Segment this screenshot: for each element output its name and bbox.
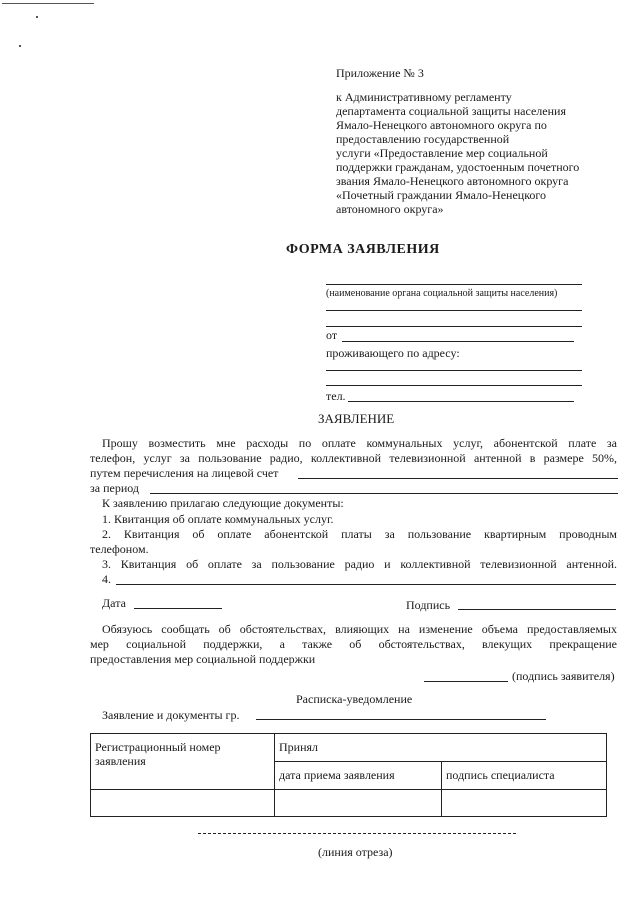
address-line-1[interactable] <box>326 370 582 371</box>
form-title: ФОРМА ЗАЯВЛЕНИЯ <box>286 242 440 257</box>
body-line-4: за период <box>90 481 139 495</box>
scan-artifact <box>2 0 94 4</box>
doc-item-4: 4. <box>102 572 111 586</box>
period-line[interactable] <box>150 493 618 494</box>
appendix-line: предоставлению государственной <box>336 132 510 146</box>
appendix-line: услуги «Предоставление мер социальной <box>336 146 548 160</box>
address-label: проживающего по адресу: <box>326 346 460 360</box>
doc-item-4-line[interactable] <box>116 584 616 585</box>
cell-specialist-signature-value[interactable] <box>441 789 607 817</box>
org-name-line-3[interactable] <box>326 326 582 327</box>
applicant-signature-line[interactable] <box>424 681 508 682</box>
appendix-line: к Административному регламенту <box>336 90 512 104</box>
date-received-label: дата приема заявления <box>279 768 395 782</box>
scan-artifact-dot <box>36 16 38 18</box>
specialist-signature-label: подпись специалиста <box>446 768 555 782</box>
applicant-signature-caption: (подпись заявителя) <box>512 669 615 683</box>
receipt-table <box>90 733 607 817</box>
address-line-2[interactable] <box>326 385 582 386</box>
appendix-line: департамента социальной защиты населения <box>336 104 566 118</box>
signature-line[interactable] <box>458 609 616 610</box>
from-line[interactable] <box>342 341 574 342</box>
body-line-1: Прошу возместить мне расходы по оплате коммунальных услуг, абонентской плате за <box>102 436 617 450</box>
date-line[interactable] <box>134 608 222 609</box>
doc-item-3: 3. Квитанция об оплате за пользование радио и коллективной телевизионной антенной. <box>102 557 617 571</box>
accepted-label: Принял <box>279 740 319 754</box>
obligation-line-3: предоставления мер социальной поддержки <box>90 652 316 666</box>
scan-artifact-dot <box>19 45 21 47</box>
appendix-line: автономного округа» <box>336 202 444 216</box>
phone-label: тел. <box>326 389 346 403</box>
receipt-name-line[interactable] <box>256 719 546 720</box>
doc-item-2: 2. Квитанция об оплате абонентской платы за пользование квартирным проводным <box>102 527 617 541</box>
cell-specialist-signature <box>441 761 607 790</box>
cell-date-received-value[interactable] <box>274 789 442 817</box>
reg-number-label: Регистрационный номер заявления <box>95 740 221 768</box>
cut-line <box>198 833 516 834</box>
doc-item-2-cont: телефоном. <box>90 542 149 556</box>
cell-date-received <box>274 761 442 790</box>
org-caption: (наименование органа социальной защиты населения) <box>326 288 558 299</box>
phone-line[interactable] <box>348 401 574 402</box>
obligation-line-2: мер социальной поддержки, а также об обстоятельствах, влекущих прекращение <box>90 637 617 651</box>
appendix-text <box>336 90 579 216</box>
body-line-2: телефон, услуг за пользование радио, коллективной телевизионной антенной в размере 50%, <box>90 451 617 465</box>
appendix-title: Приложение № 3 <box>336 66 424 80</box>
statement-title: ЗАЯВЛЕНИЕ <box>318 411 395 426</box>
cell-accepted <box>274 733 607 762</box>
body-line-3: путем перечисления на лицевой счет <box>90 466 279 480</box>
receipt-docs-from: Заявление и документы гр. <box>102 708 240 722</box>
org-name-line[interactable] <box>326 284 582 285</box>
appendix-line: звания Ямало-Ненецкого автономного округа <box>336 174 569 188</box>
appendix-line: поддержки гражданам, удостоенным почетного <box>336 160 580 174</box>
cell-reg-number-value[interactable] <box>90 789 275 817</box>
appendix-line: Ямало-Ненецкого автономного округа по <box>336 118 547 132</box>
from-label: от <box>326 328 338 342</box>
cut-line-caption: (линия отреза) <box>318 845 393 859</box>
date-label: Дата <box>102 596 126 610</box>
cell-reg-number <box>90 733 275 790</box>
org-name-line-2[interactable] <box>326 310 582 311</box>
doc-item-1: 1. Квитанция об оплате коммунальных услуг. <box>102 512 334 526</box>
obligation-line-1: Обязуюсь сообщать об обстоятельствах, влияющих на изменение объема предоставляемых <box>102 622 617 636</box>
docs-intro: К заявлению прилагаю следующие документы: <box>102 496 344 510</box>
account-number-line[interactable] <box>298 478 618 479</box>
receipt-title: Расписка-уведомление <box>296 692 413 706</box>
appendix-line: «Почетный граждании Ямало-Ненецкого <box>336 188 547 202</box>
signature-label: Подпись <box>406 598 451 612</box>
